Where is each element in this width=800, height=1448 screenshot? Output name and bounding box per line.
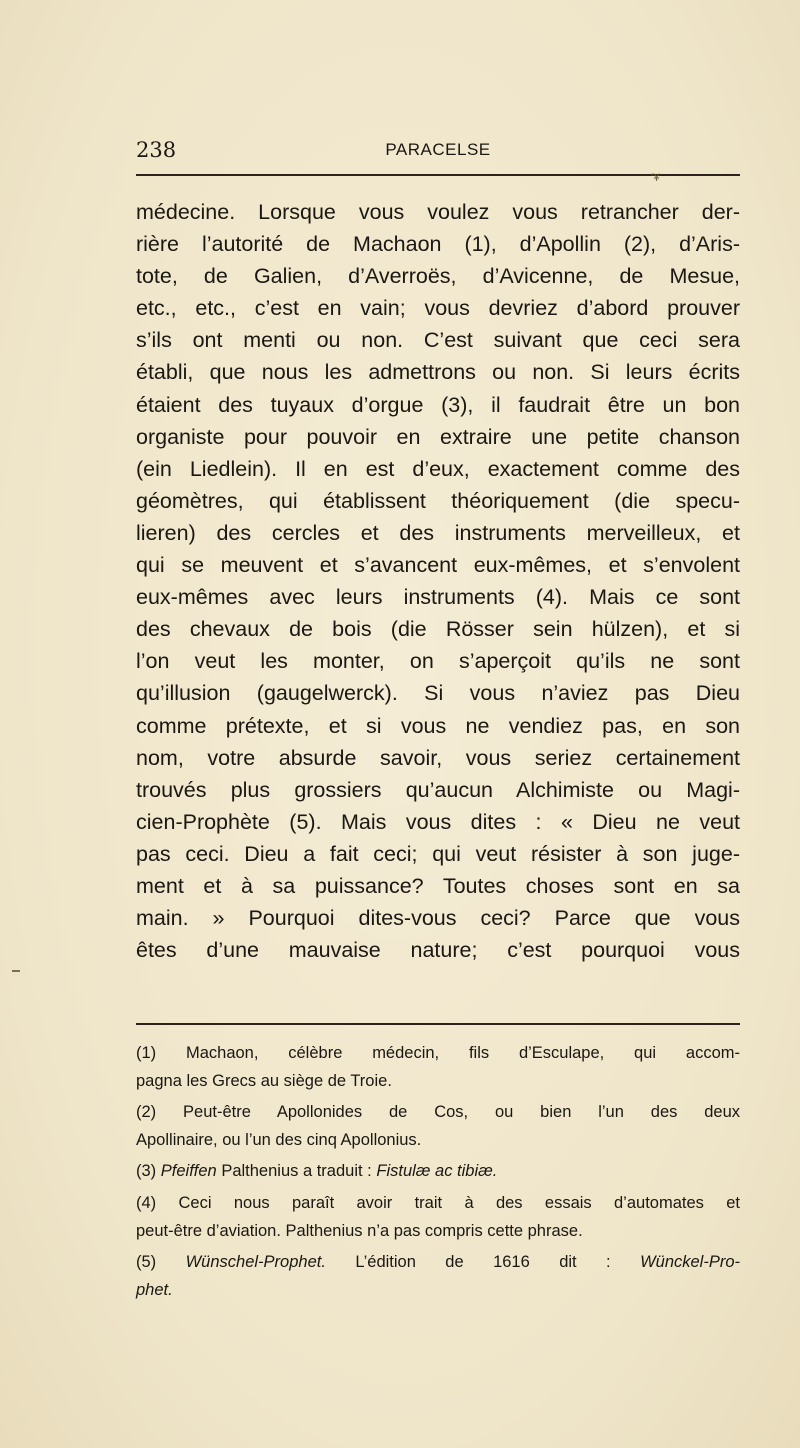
footnote-5-term: Wünschel-Prophet. (185, 1253, 326, 1272)
footnote-5-number: (5) (136, 1253, 157, 1272)
footnote-1-line: (1) Machaon, célèbre médecin, fils d’Esculape, qui accom- (136, 1044, 740, 1062)
margin-mark (12, 970, 20, 972)
body-line: rière l’autorité de Machaon (1), d’Apollin (2), d’Aris- (136, 232, 740, 257)
footnote-5-text: L’édition de 1616 dit : (355, 1253, 611, 1272)
body-line: des chevaux de bois (die Rösser sein hülzen), et si (136, 617, 740, 642)
footnote-1-line: pagna les Grecs au siège de Troie. (136, 1071, 392, 1090)
footnote-3-latin: Fistulæ ac tibiæ. (376, 1162, 498, 1181)
page-number: 238 (136, 138, 177, 162)
body-line: eux-mêmes avec leurs instruments (4). Mais ce sont (136, 585, 740, 610)
print-mark: ʻ¥ (651, 172, 660, 184)
footnote-5-line: phet. (136, 1280, 173, 1299)
body-line: l’on veut les monter, on s’aperçoit qu’ils ne sont (136, 649, 740, 674)
body-line: etc., etc., c’est en vain; vous devriez d’abord prouver (136, 296, 740, 321)
footnote-4-line: (4) Ceci nous paraît avoir trait à des essais d’automates et (136, 1193, 740, 1212)
footnote-3 (136, 1158, 740, 1186)
body-line: nom, votre absurde savoir, vous seriez certainement (136, 745, 740, 770)
body-line: qui se meuvent et s’avancent eux-mêmes, et s’envolent (136, 553, 740, 578)
body-line: main. » Pourquoi dites-vous ceci? Parce que vous (136, 906, 740, 931)
body-line: cien-Prophète (5). Mais vous dites : « Dieu ne veut (136, 809, 740, 834)
footnote-3-term: Pfeiffen (160, 1162, 217, 1181)
footnote-5-variant: Wünckel-Pro- (640, 1253, 740, 1272)
running-title: PARACELSE (385, 140, 491, 159)
body-line: êtes d’une mauvaise nature; c’est pourquoi vous (136, 938, 740, 963)
body-line: (ein Liedlein). Il en est d’eux, exactement comme des (136, 456, 740, 481)
footnote-4-line: peut-être d’aviation. Palthenius n’a pas compris cette phrase. (136, 1221, 583, 1240)
body-line: pas ceci. Dieu a fait ceci; qui veut résister à son juge- (136, 841, 740, 866)
footnote-2-line: Apollinaire, ou l’un des cinq Apollonius. (136, 1130, 422, 1149)
body-line: trouvés plus grossiers qu’aucun Alchimiste ou Magi- (136, 777, 740, 802)
body-line: ment et à sa puissance? Toutes choses sont en sa (136, 873, 740, 898)
footnotes (136, 1040, 740, 1304)
footnote-rule (136, 1023, 740, 1025)
body-line: comme prétexte, et si vous ne vendiez pas, en son (136, 713, 740, 738)
body-line: qu’illusion (gaugelwerck). Si vous n’aviez pas Dieu (136, 681, 740, 706)
body-line: médecine. Lorsque vous voulez vous retrancher der- (136, 200, 740, 224)
body-line: étaient des tuyaux d’orgue (3), il faudrait être un bon (136, 392, 740, 417)
body-line: organiste pour pouvoir en extraire une petite chanson (136, 424, 740, 449)
body-text (136, 196, 740, 966)
footnote-3-text: Palthenius a traduit : (221, 1162, 372, 1181)
body-line: établi, que nous les admettrons ou non. Si leurs écrits (136, 360, 740, 385)
body-line: tote, de Galien, d’Averroës, d’Avicenne, de Mesue, (136, 264, 740, 289)
page-header (136, 138, 740, 168)
body-line: géomètres, qui établissent théoriquement (die specu- (136, 488, 740, 513)
body-line: s’ils ont menti ou non. C’est suivant que ceci sera (136, 328, 740, 353)
footnote-3-number: (3) (136, 1162, 157, 1181)
body-line: lieren) des cercles et des instruments merveilleux, et (136, 520, 740, 545)
footnote-5 (136, 1249, 740, 1277)
footnote-2-line: (2) Peut-être Apollonides de Cos, ou bien l’un des deux (136, 1103, 740, 1122)
header-rule (136, 174, 740, 176)
